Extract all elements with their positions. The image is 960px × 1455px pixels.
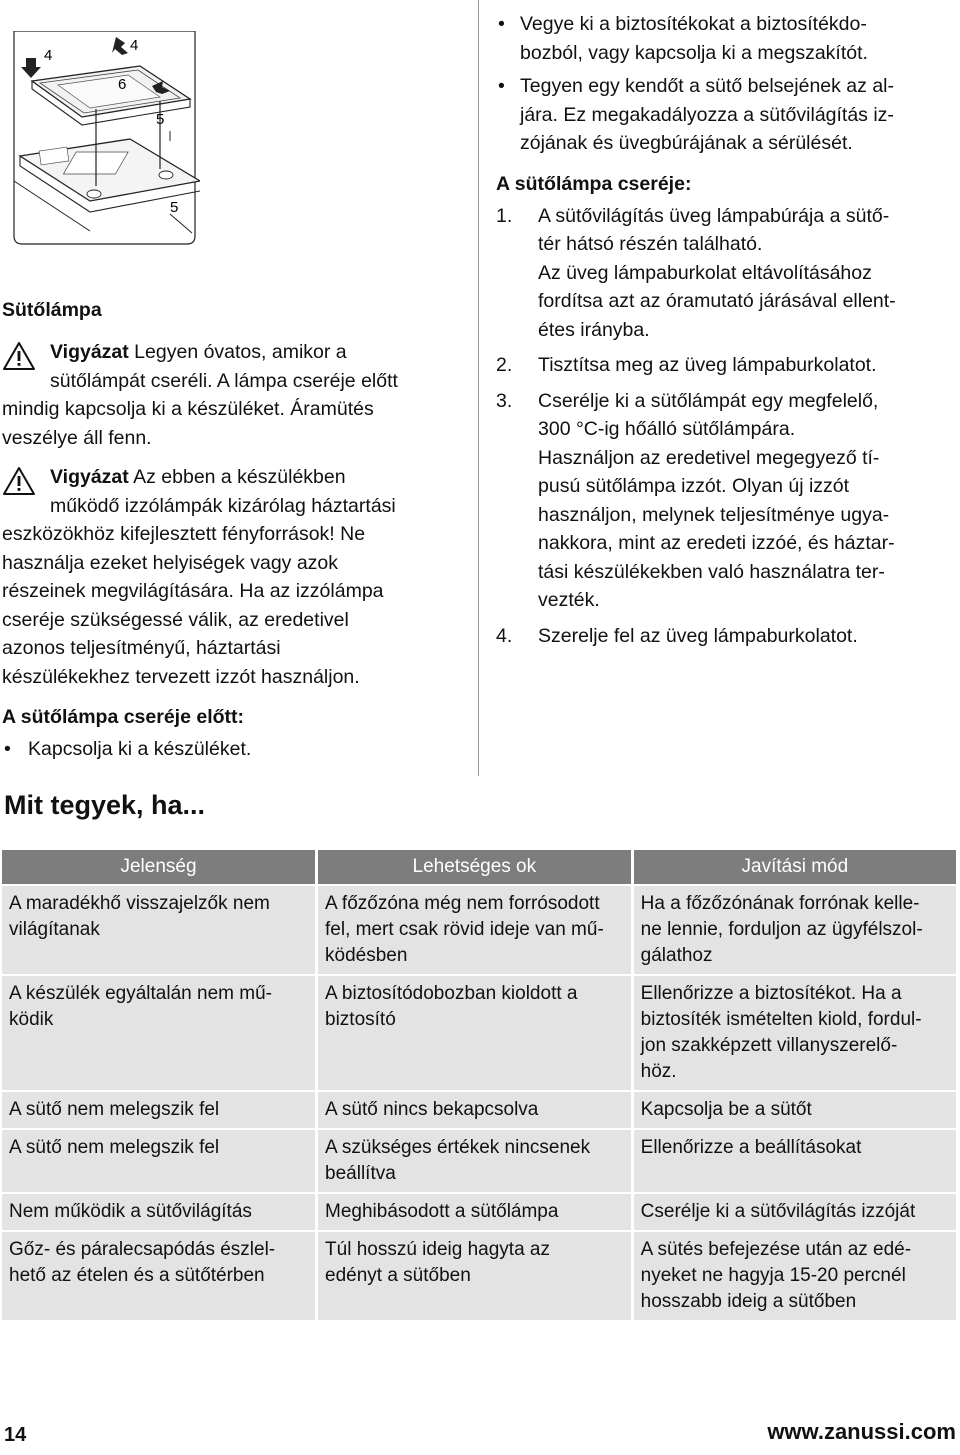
step-line: A sütővilágítás üveg lámpabúrája a sütő- <box>538 204 890 227</box>
warning-triangle-icon <box>2 466 36 496</box>
list-item-line: bozból, vagy kapcsolja ki a megszakítót. <box>520 41 868 64</box>
list-item-line: jára. Ez megakadályozza a sütővilágítás iz- <box>520 103 894 126</box>
table-cell-line: Cserélje ki a sütővilágítás izzóját <box>640 1201 916 1222</box>
warning-block <box>2 463 462 691</box>
table-header-row <box>2 850 956 884</box>
callout-label: 4 <box>44 47 53 64</box>
table-row <box>2 1128 956 1192</box>
table-row <box>2 974 956 1090</box>
list-item: • Kapcsolja ki a készüléket. <box>2 735 462 764</box>
page-number: 14 <box>4 1424 27 1446</box>
warning-label: Vigyázat <box>50 341 129 363</box>
callout-label: 4 <box>130 37 139 54</box>
warning-text-line: eszközökhöz kifejlesztett fényforrások! Ne <box>2 523 366 545</box>
column-header: Javítási mód <box>634 850 956 884</box>
table-cell-line: A szükséges értékek nincsenek <box>325 1137 591 1158</box>
table-cell <box>318 974 634 1090</box>
table-cell <box>318 884 634 974</box>
warning-text-line: veszélye áll fenn. <box>2 426 152 449</box>
table-cell-line: ködik <box>9 1009 54 1030</box>
table-cell <box>2 1192 318 1230</box>
table-row <box>2 1230 956 1320</box>
left-column <box>2 296 462 764</box>
table-cell <box>2 1128 318 1192</box>
step-line: Használjon az eredetivel megegyező tí- <box>538 446 880 469</box>
warning-triangle-icon <box>2 341 36 371</box>
warning-text-line: készülékekhez tervezett izzót használjon. <box>2 665 360 688</box>
table-cell-line: Ha a főzőzónának forrónak kelle- <box>640 893 920 914</box>
list-item-line: • Tegyen egy kendőt a sütő belsejének az al- <box>520 75 894 97</box>
table-cell <box>2 884 318 974</box>
warning-text-line: működő izzólámpák kizárólag háztartási <box>50 494 396 517</box>
list-item <box>496 10 936 67</box>
table-cell-line: Gőz- és páralecsapódás észlel- <box>9 1239 276 1260</box>
table-cell-line: A sütő nem melegszik fel <box>9 1099 220 1120</box>
table-cell-line: beállítva <box>325 1163 396 1184</box>
step-item <box>496 351 936 380</box>
table-cell-line: jon szakképzett villanyszerelő- <box>640 1035 898 1056</box>
bullet-list <box>496 10 936 158</box>
table-cell-line: Meghibásodott a sütőlámpa <box>325 1201 559 1222</box>
warning-text: Az ebben a készülékben <box>128 466 346 488</box>
list-item-line: • Vegye ki a biztosítékokat a biztosítékdo- <box>520 13 867 35</box>
table-cell-line: biztosító <box>325 1009 396 1030</box>
oven-ceiling-drawing <box>14 139 200 231</box>
warning-text-line: azonos teljesítményű, háztartási <box>2 637 281 659</box>
step-line: fordítsa azt az óramutató járásával ellent- <box>538 290 896 312</box>
table-cell-line: fel, mert csak rövid ideje van mű- <box>325 919 604 940</box>
step-line: pusú sütőlámpa izzót. Olyan új izzót <box>538 475 850 497</box>
table-body <box>2 884 956 1320</box>
step-line: Cserélje ki a sütőlámpát egy megfelelő, <box>538 389 879 412</box>
step-line: 300 °C-ig hőálló sütőlámpára. <box>538 418 796 440</box>
bullet-list <box>2 735 462 764</box>
table-cell-line: nyeket ne hagyja 15-20 percnél <box>640 1265 906 1286</box>
step-line: Az üveg lámpaburkolat eltávolításához <box>538 261 872 284</box>
step-line: Tisztítsa meg az üveg lámpaburkolatot. <box>538 354 877 376</box>
callout-label: 5 <box>170 199 179 216</box>
step-line: tér hátsó részén található. <box>538 233 763 255</box>
steps-list <box>496 202 936 651</box>
table-row <box>2 1192 956 1230</box>
assembly-arrows <box>21 37 192 233</box>
table-cell-line: A sütő nem melegszik fel <box>9 1137 220 1158</box>
callout-label: 6 <box>118 76 127 93</box>
table-cell-line: A főzőzóna még nem forrósodott <box>325 893 600 914</box>
step-number: 2. <box>496 354 513 376</box>
table-cell-line: Ellenőrizze a beállításokat <box>640 1137 862 1158</box>
step-line: vezték. <box>538 589 600 611</box>
subsection-title: A sütőlámpa cseréje előtt: <box>2 706 245 728</box>
step-item <box>496 387 936 615</box>
table-cell <box>2 1090 318 1128</box>
table-cell <box>634 1128 956 1192</box>
step-number: 3. <box>496 389 513 412</box>
warning-text-line: mindig kapcsolja ki a készüléket. Áramütés <box>2 398 374 420</box>
table-cell <box>634 1230 956 1320</box>
table-cell-line: edényt a sütőben <box>325 1265 471 1286</box>
step-line: nakkora, mint az eredeti izzóé, és háztar- <box>538 532 895 554</box>
step-line: tási készülékekben való használatra ter- <box>538 560 885 583</box>
table-cell-line: höz. <box>640 1061 677 1082</box>
step-line: használjon, melynek teljesítménye ugya- <box>538 503 890 526</box>
table-cell <box>634 974 956 1090</box>
warning-text-line: sütőlámpát cseréli. A lámpa cseréje előtt <box>50 369 398 392</box>
warning-label: Vigyázat <box>50 466 129 488</box>
table-cell-line: Túl hosszú ideig hagyta az <box>325 1239 550 1260</box>
callout-label: 5 <box>156 111 165 128</box>
step-number: 1. <box>496 204 513 227</box>
table-cell-line: A biztosítódobozban kioldott a <box>325 983 578 1004</box>
table-cell <box>318 1192 634 1230</box>
warning-first-line <box>2 338 462 367</box>
list-item-line: zójának és üvegbúrájának a sérülését. <box>520 132 853 154</box>
column-header: Jelenség <box>2 850 318 884</box>
table-cell <box>2 1230 318 1320</box>
column-header: Lehetséges ok <box>318 850 634 884</box>
table-cell-line: A készülék egyáltalán nem mű- <box>9 983 272 1004</box>
step-item <box>496 622 936 651</box>
table-cell-line: hosszabb ideig a sütőben <box>640 1291 857 1312</box>
warning-text: Legyen óvatos, amikor a <box>128 341 347 363</box>
warning-text-line: használja ezeket helyiségek vagy azok <box>2 551 339 574</box>
table-cell <box>634 884 956 974</box>
warning-text-line: cseréje szükségessé válik, az eredetivel <box>2 608 349 631</box>
step-item <box>496 202 936 345</box>
column-divider <box>478 0 479 776</box>
section-title: Sütőlámpa <box>2 299 102 321</box>
website-link[interactable]: www.zanussi.com <box>767 1419 956 1444</box>
table-cell-line: világítanak <box>9 919 100 940</box>
table-cell-line: hető az ételen és a sütőtérben <box>9 1265 265 1286</box>
table-cell <box>318 1230 634 1320</box>
table-cell <box>318 1128 634 1192</box>
table-row <box>2 1090 956 1128</box>
warning-block <box>2 338 462 452</box>
table-cell-line: Kapcsolja be a sütőt <box>640 1099 812 1120</box>
right-column <box>496 10 936 657</box>
table-cell <box>634 1090 956 1128</box>
table-cell <box>2 974 318 1090</box>
table-row <box>2 884 956 974</box>
subsection-title: A sütőlámpa cseréje: <box>496 172 692 195</box>
table-cell-line: gálathoz <box>640 945 713 966</box>
table-cell <box>318 1090 634 1128</box>
table-cell-line: Ellenőrizze a biztosítékot. Ha a <box>640 983 902 1004</box>
step-number: 4. <box>496 624 513 647</box>
table-cell-line: ne lennie, forduljon az ügyfélszol- <box>640 919 923 940</box>
troubleshooting-table <box>2 850 956 1320</box>
list-item <box>496 72 936 158</box>
table-cell-line: A sütés befejezése után az edé- <box>640 1239 912 1260</box>
table-cell-line: ködésben <box>325 945 408 966</box>
table-cell-line: A maradékhő visszajelzők nem <box>9 893 270 914</box>
step-line: étes irányba. <box>538 318 650 341</box>
table-cell-line: A sütő nincs bekapcsolva <box>325 1099 539 1120</box>
warning-text-line: részeinek megvilágítására. Ha az izzólámpa <box>2 580 384 602</box>
lamp-cover-drawing <box>32 66 190 125</box>
oven-lamp-illustration <box>10 31 200 246</box>
troubleshooting-title: Mit tegyek, ha... <box>4 790 206 820</box>
table-cell <box>634 1192 956 1230</box>
table-cell-line: biztosíték ismételten kiold, fordul- <box>640 1009 922 1030</box>
step-line: Szerelje fel az üveg lámpaburkolatot. <box>538 624 858 647</box>
warning-first-line <box>2 463 462 492</box>
table-cell-line: Nem működik a sütővilágítás <box>9 1201 252 1222</box>
